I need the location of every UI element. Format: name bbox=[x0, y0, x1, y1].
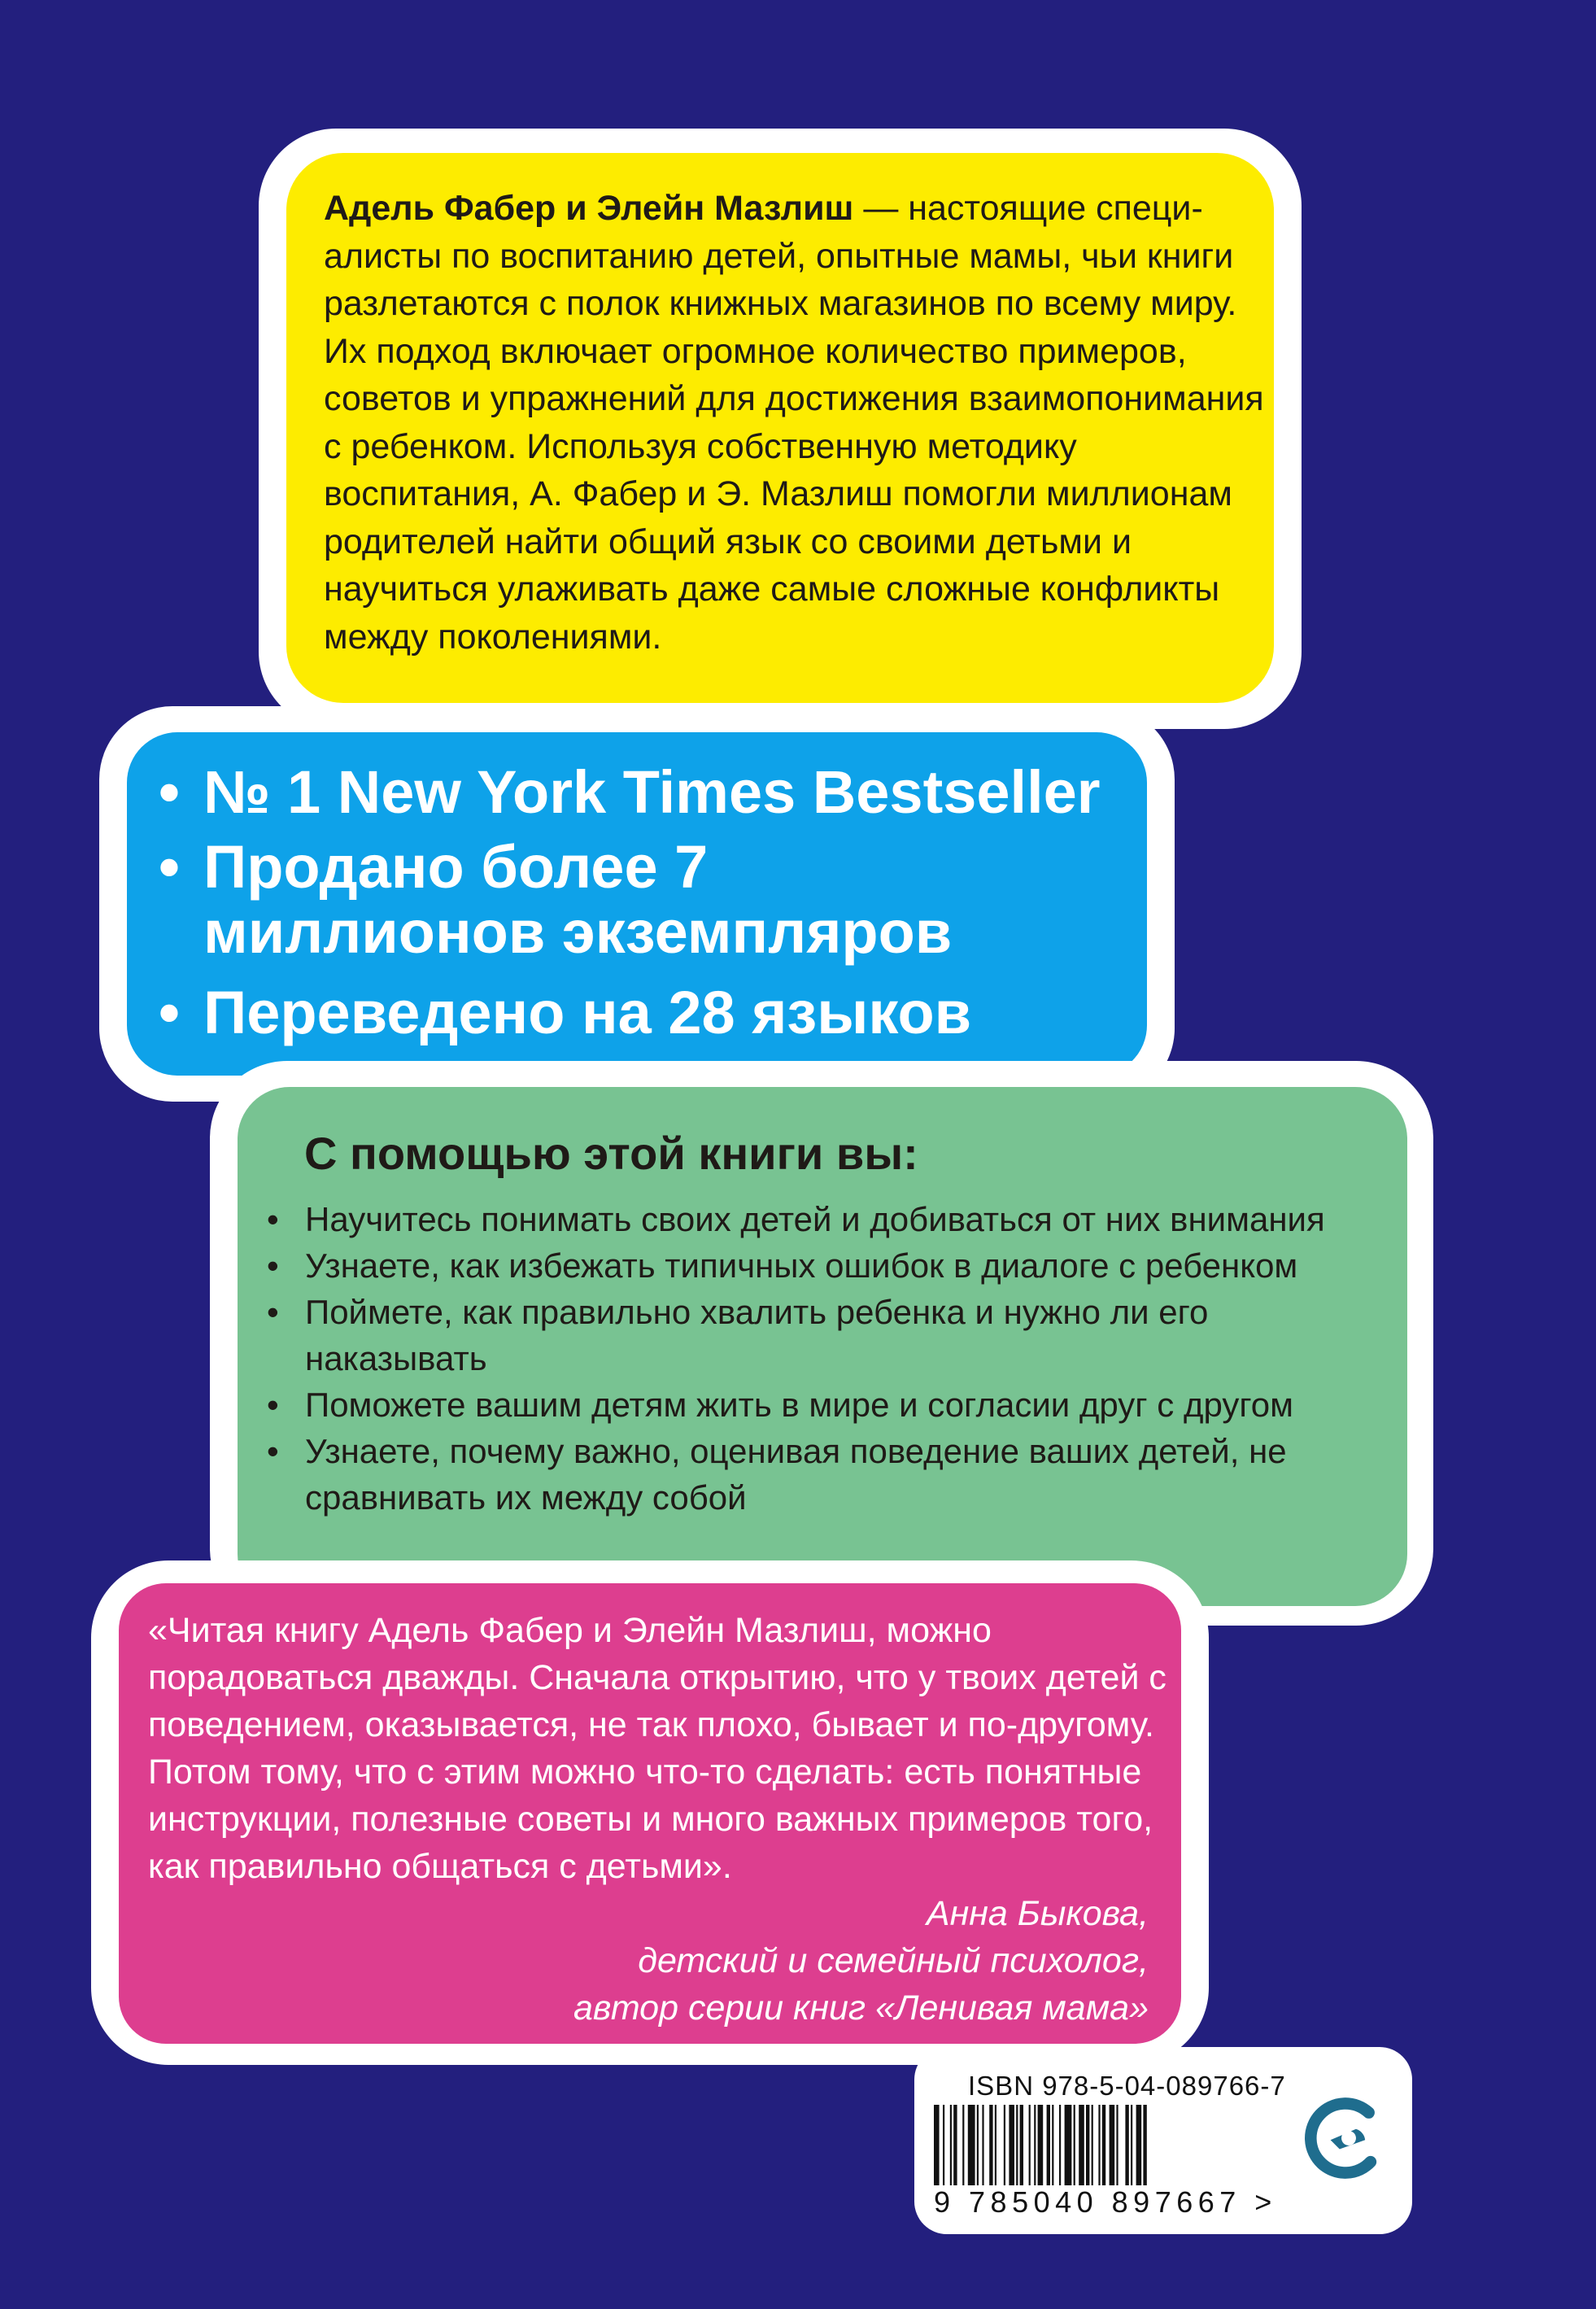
benefit-item: • Поймете, как правильно хвалить ребенка и нужно ли его наказывать bbox=[267, 1289, 1281, 1381]
testimonial-quote: «Читая книгу Адель Фабер и Элейн Мазлиш, можно порадоваться дважды. Сначала открытию, что у твоих детей с поведением, оказывается, не так плохо, бывает и по-другому. Потом тому, что с этим можно что-то сделать: есть понятные инструкции, полезные советы и много важных примеров того, как правильно общаться с детьми». bbox=[148, 1611, 1166, 1886]
benefits-list bbox=[267, 1196, 1406, 1521]
highlight-item: • Продано более 7 миллионов экземпляров bbox=[159, 833, 953, 966]
benefit-item: • Поможете вашим детям жить в мире и согласии друг с другом bbox=[267, 1381, 1406, 1428]
isbn-label: ISBN 978-5-04-089766-7 bbox=[968, 2071, 1286, 2101]
bullet-icon: • bbox=[267, 1293, 279, 1331]
quote-author-credit: автор серии книг «Ленивая мама» bbox=[573, 1988, 1149, 2027]
quote-author: Анна Быкова, bbox=[926, 1894, 1149, 1933]
highlights-list bbox=[159, 760, 1101, 1055]
benefit-item: • Узнаете, как избежать типичных ошибок в диалоге с ребенком bbox=[267, 1242, 1406, 1289]
author-names: Адель Фабер и Элейн Мазлиш bbox=[324, 189, 854, 228]
bullet-icon: • bbox=[159, 979, 180, 1046]
about-description: — настоящие специалисты по воспитанию детей, опытные мамы, чьи книги разлетаются с полок книжных магазинов по всему миру. Их подход включает огромное количество примеров, советов и упражнений для достижения взаимопонимания с ребенком. Используя собственную методику воспитания, А. Фабер и Э. Мазлиш помогли миллионам родителей найти общий язык со своими детьми и научиться улаживать даже самые сложные конфликты между поколениями. bbox=[324, 189, 1264, 657]
bullet-icon: • bbox=[267, 1246, 279, 1285]
barcode-digits: 9 785040 897667 > bbox=[934, 2185, 1308, 2220]
about-authors-text bbox=[324, 185, 1267, 661]
eksmo-logo-icon bbox=[1303, 2093, 1394, 2184]
bullet-icon: • bbox=[159, 833, 180, 901]
bullet-icon: • bbox=[267, 1200, 279, 1238]
highlight-item: • № 1 New York Times Bestseller bbox=[159, 758, 1101, 826]
benefits-heading: С помощью этой книги вы: bbox=[304, 1128, 918, 1179]
benefit-item: • Узнаете, почему важно, оценивая поведение ваших детей, не сравнивать их между собой bbox=[267, 1428, 1444, 1521]
benefit-item: • Научитесь понимать своих детей и добиваться от них внимания bbox=[267, 1196, 1406, 1242]
highlight-item: • Переведено на 28 языков bbox=[159, 979, 972, 1046]
quote-author-role: детский и семейный психолог, bbox=[638, 1941, 1149, 1980]
bullet-icon: • bbox=[267, 1432, 279, 1470]
bullet-icon: • bbox=[267, 1386, 279, 1424]
bullet-icon: • bbox=[159, 758, 180, 826]
